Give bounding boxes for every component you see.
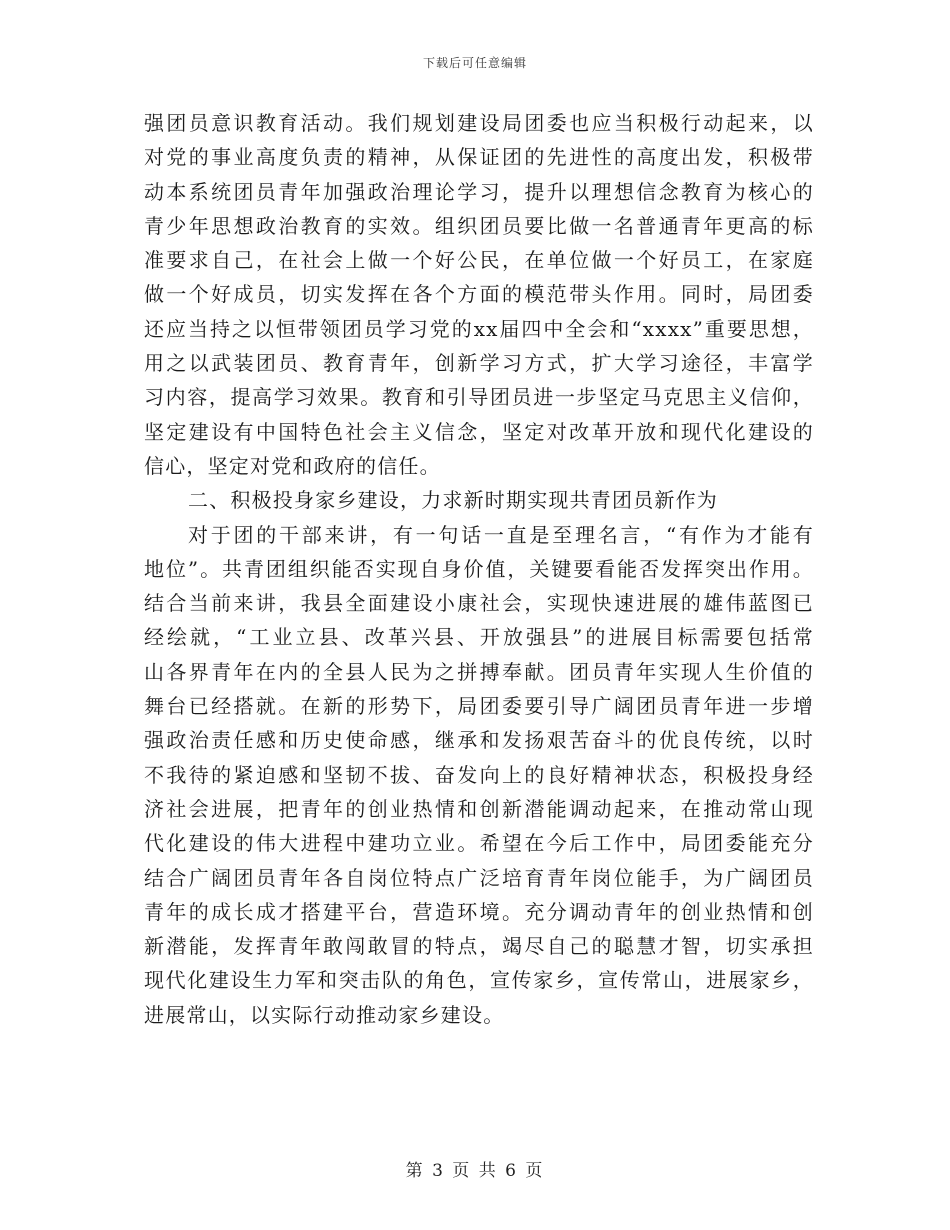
page-number-footer: 第 3 页 共 6 页 — [405, 1161, 545, 1181]
text-line: 强政治责任感和历史使命感，继承和发扬艰苦奋斗的优良传统，以时 — [144, 728, 814, 753]
text-line: 青年的成长成才搭建平台，营造环境。充分调动青年的创业热情和创 — [144, 899, 814, 924]
text-line: 对党的事业高度负责的精神，从保证团的先进性的高度出发，积极带 — [144, 145, 814, 170]
text-line: 进展常山，以实际行动推动家乡建设。 — [144, 1002, 505, 1027]
text-line: 山各界青年在内的全县人民为之拼搏奉献。团员青年实现人生价值的 — [144, 659, 814, 684]
text-line: 舞台已经搭就。在新的形势下，局团委要引导广阔团员青年进一步增 — [144, 694, 814, 719]
paragraph-first-line: 二、积极投身家乡建设，力求新时期实现共青团员新作为 — [188, 488, 718, 513]
text-line: 地位”。共青团组织能否实现自身价值，关键要看能否发挥突出作用。 — [144, 556, 814, 581]
text-line: 济社会进展，把青年的创业热情和创新潜能调动起来，在推动常山现 — [144, 796, 814, 821]
text-line: 经绘就，“工业立县、改革兴县、开放强县”的进展目标需要包括常 — [144, 625, 814, 650]
text-line: 习内容，提高学习效果。教育和引导团员进一步坚定马克思主义信仰， — [144, 385, 814, 410]
text-line: 强团员意识教育活动。我们规划建设局团委也应当积极行动起来，以 — [144, 111, 814, 135]
text-line: 青少年思想政治教育的实效。组织团员要比做一名普通青年更高的标 — [144, 213, 814, 238]
text-line: 做一个好成员，切实发挥在各个方面的模范带头作用。同时，局团委 — [144, 282, 814, 307]
text-line: 不我待的紧迫感和坚韧不拔、奋发向上的良好精神状态，积极投身经 — [144, 762, 814, 787]
text-line: 结合当前来讲，我县全面建设小康社会，实现快速进展的雄伟蓝图已 — [144, 591, 814, 616]
text-line: 新潜能，发挥青年敢闯敢冒的特点，竭尽自己的聪慧才智，切实承担 — [144, 934, 814, 959]
text-line: 现代化建设生力军和突击队的角色，宣传家乡，宣传常山，进展家乡， — [144, 968, 814, 993]
text-line: 信心，坚定对党和政府的信任。 — [144, 453, 441, 478]
text-line: 结合广阔团员青年各自岗位特点广泛培育青年岗位能手，为广阔团员 — [144, 865, 814, 890]
text-line: 用之以武装团员、教育青年，创新学习方式，扩大学习途径，丰富学 — [144, 351, 814, 376]
text-line: 代化建设的伟大进程中建功立业。希望在今后工作中，局团委能充分 — [144, 831, 814, 856]
text-line: 动本系统团员青年加强政治理论学习，提升以理想信念教育为核心的 — [144, 179, 814, 204]
text-line: 准要求自己，在社会上做一个好公民，在单位做一个好员工，在家庭 — [144, 248, 814, 273]
text-line: 还应当持之以恒带领团员学习党的xx届四中全会和“xxxx”重要思想， — [144, 316, 814, 341]
document-body — [144, 106, 814, 1032]
paragraph-first-line: 对于团的干部来讲，有一句话一直是至理名言，“有作为才能有 — [188, 522, 814, 547]
page-header: 下载后可任意编辑 — [422, 56, 527, 70]
text-line: 坚定建设有中国特色社会主义信念，坚定对改革开放和现代化建设的 — [144, 419, 814, 444]
